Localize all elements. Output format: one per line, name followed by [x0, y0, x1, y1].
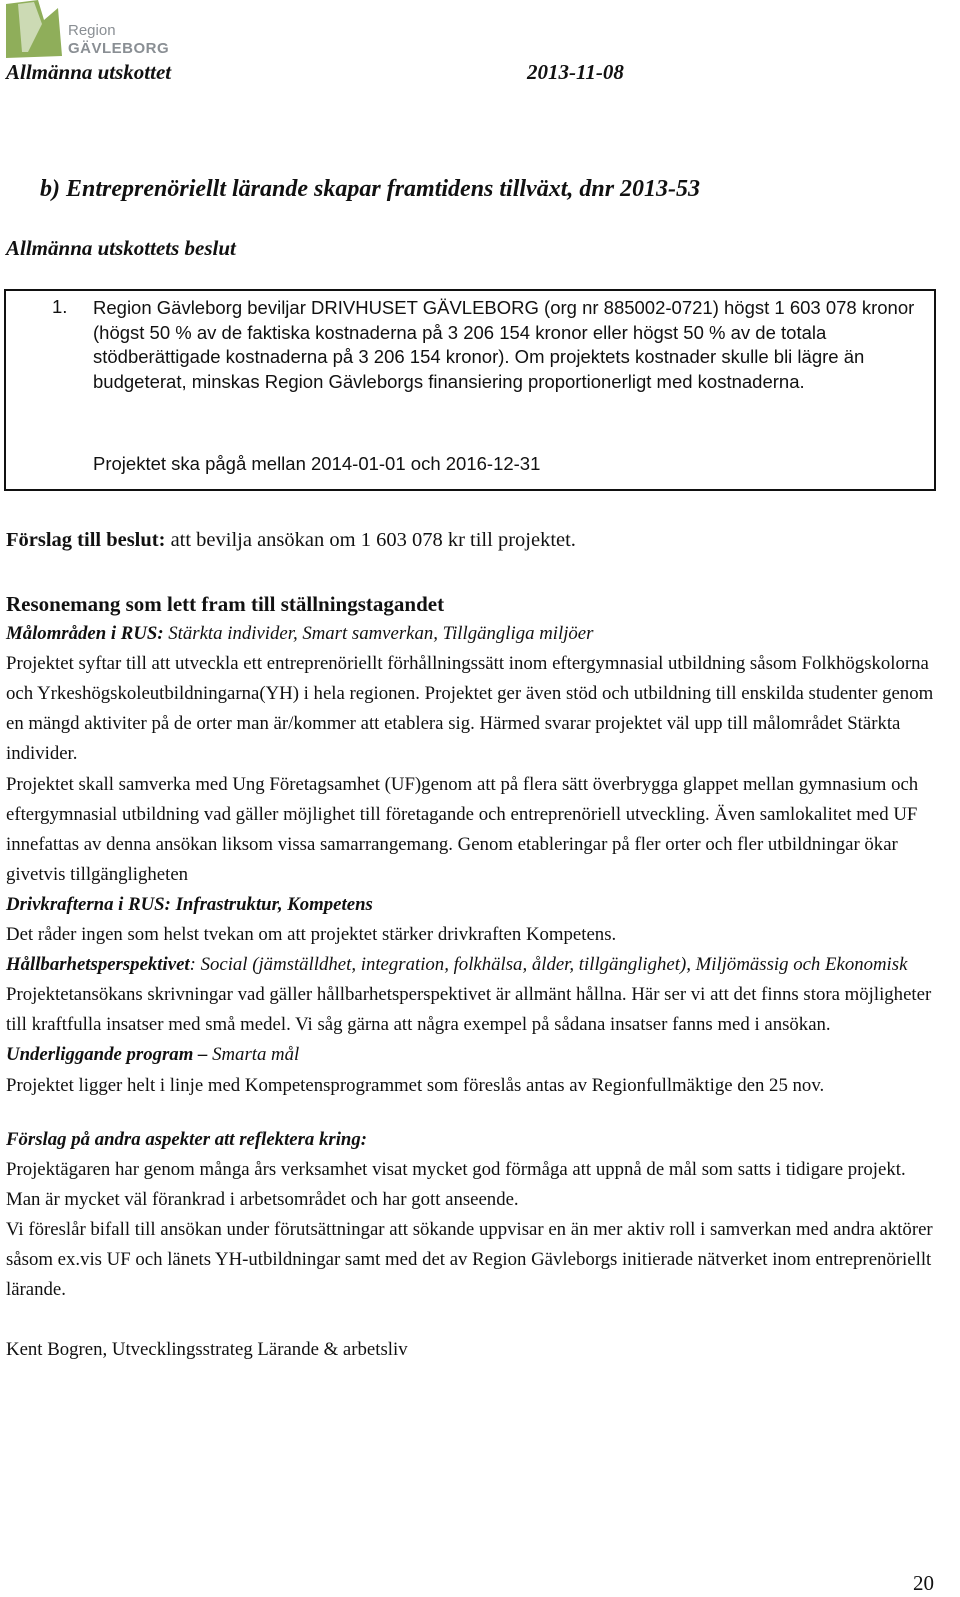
program-label: Underliggande program –: [6, 1044, 208, 1066]
reasoning-paragraph-4: Projektetansökans skrivningar vad gäller hållbarhetsperspektivet är allmänt hållna. Här ser vi att det finns stora möjligheter till kraftfulla insatser med små medel. Vi såg gärna att några exempel på sådana insatser fanns med i ansökan.: [6, 984, 932, 1036]
logo-text-region: Region: [68, 22, 116, 39]
reasoning-paragraph-5: Projektet ligger helt i linje med Kompetensprogrammet som föreslås antas av Regionfullmäktige den 25 nov.: [6, 1074, 825, 1096]
logo-text-gavleborg: GÄVLEBORG: [68, 40, 170, 57]
header-date: 2013-11-08: [527, 60, 624, 84]
drivers-heading: Drivkrafterna i RUS: Infrastruktur, Kompetens: [6, 893, 373, 915]
aspects-heading: Förslag på andra aspekter att reflektera kring:: [6, 1128, 368, 1150]
reasoning-paragraph-1: Projektet syftar till att utveckla ett entreprenöriellt förhållningssätt inom eftergymnasial utbildning såsom Folkhögskolorna och Yrkeshögskoleutbildningarna(YH) i hela regionen. Projektet ger även stöd och utbildning till enskilda studenter genom en mängd aktiviter på de orter man är/kommer att etablera sig. Härmed svarar projektet väl upp till målområdet Stärkta individer.: [6, 653, 934, 765]
target-areas-label: Målområden i RUS:: [6, 623, 164, 645]
signature: Kent Bogren, Utvecklingsstrateg Lärande & arbetsliv: [6, 1339, 408, 1361]
header-committee: Allmänna utskottet: [6, 60, 172, 84]
decision-subheading: Allmänna utskottets beslut: [6, 236, 236, 260]
sustainability-text: : Social (jämställdhet, integration, folkhälsa, ålder, tillgänglighet), Miljömässig och Ekonomisk: [189, 954, 908, 976]
page-number: 20: [913, 1571, 934, 1595]
decision-number: 1.: [52, 296, 68, 317]
reasoning-paragraph-3: Det råder ingen som helst tvekan om att projektet stärker drivkraften Kompetens.: [6, 924, 617, 946]
decision-text: Region Gävleborg beviljar DRIVHUSET GÄVLEBORG (org nr 885002-0721) högst 1 603 078 kronor (högst 50 % av de faktiska kostnaderna på 3 206 154 kronor eller högst 50 % av de totala stödberättigade kostnaderna på 3 206 154 kronor). Om projektets kostnader skulle bli lägre än budgeterat, minskas Region Gävleborgs finansiering proportionerligt med kostnaderna.: [93, 297, 915, 392]
region-gavleborg-logo: [4, 0, 170, 60]
section-title: b) Entreprenöriellt lärande skapar framtidens tillväxt, dnr 2013-53: [40, 176, 701, 202]
reasoning-heading: Resonemang som lett fram till ställningstagandet: [6, 592, 445, 616]
reasoning-paragraph-7: Vi föreslår bifall till ansökan under förutsättningar att sökande uppvisar en än mer aktiv roll i samverkan med andra aktörer såsom ex.vis UF och länets YH-utbildningar samt med det av Region Gävleborgs initierade nätverket inom entreprenöriellt lärande.: [6, 1218, 933, 1301]
proposal-label: Förslag till beslut:: [6, 529, 166, 551]
project-period: Projektet ska pågå mellan 2014-01-01 och 2016-12-31: [93, 453, 541, 474]
target-areas: [6, 619, 936, 649]
sustainability-label: Hållbarhetsperspektivet: [6, 954, 190, 976]
reasoning-paragraph-6: Projektägaren har genom många års verksamhet visat mycket god förmåga att uppnå de mål som satts i tidigare projekt. Man är mycket väl förankrad i arbetsområdet och har gott anseende.: [6, 1158, 906, 1210]
reasoning-section: [6, 589, 936, 1365]
target-areas-text: Stärkta individer, Smart samverkan, Tillgängliga miljöer: [163, 623, 594, 645]
proposal-text: att bevilja ansökan om 1 603 078 kr till projektet.: [165, 529, 576, 551]
reasoning-paragraph-2: Projektet skall samverka med Ung Företagsamhet (UF)genom att på flera sätt överbrygga glappet mellan gymnasium och eftergymnasial utbildning vad gäller möjlighet till företagande och entreprenöriell utveckling. Även samlokalitet med UF innefattas av denna ansökan liksom vissa samarrangemang. Genom etableringar på fler orter och fler utbildningar ökar givetvis tillgängligheten: [6, 773, 919, 885]
program-text: Smarta mål: [207, 1044, 300, 1066]
proposal-line: [6, 529, 576, 552]
program-line: [6, 1040, 936, 1070]
sustainability-line: [6, 950, 936, 980]
